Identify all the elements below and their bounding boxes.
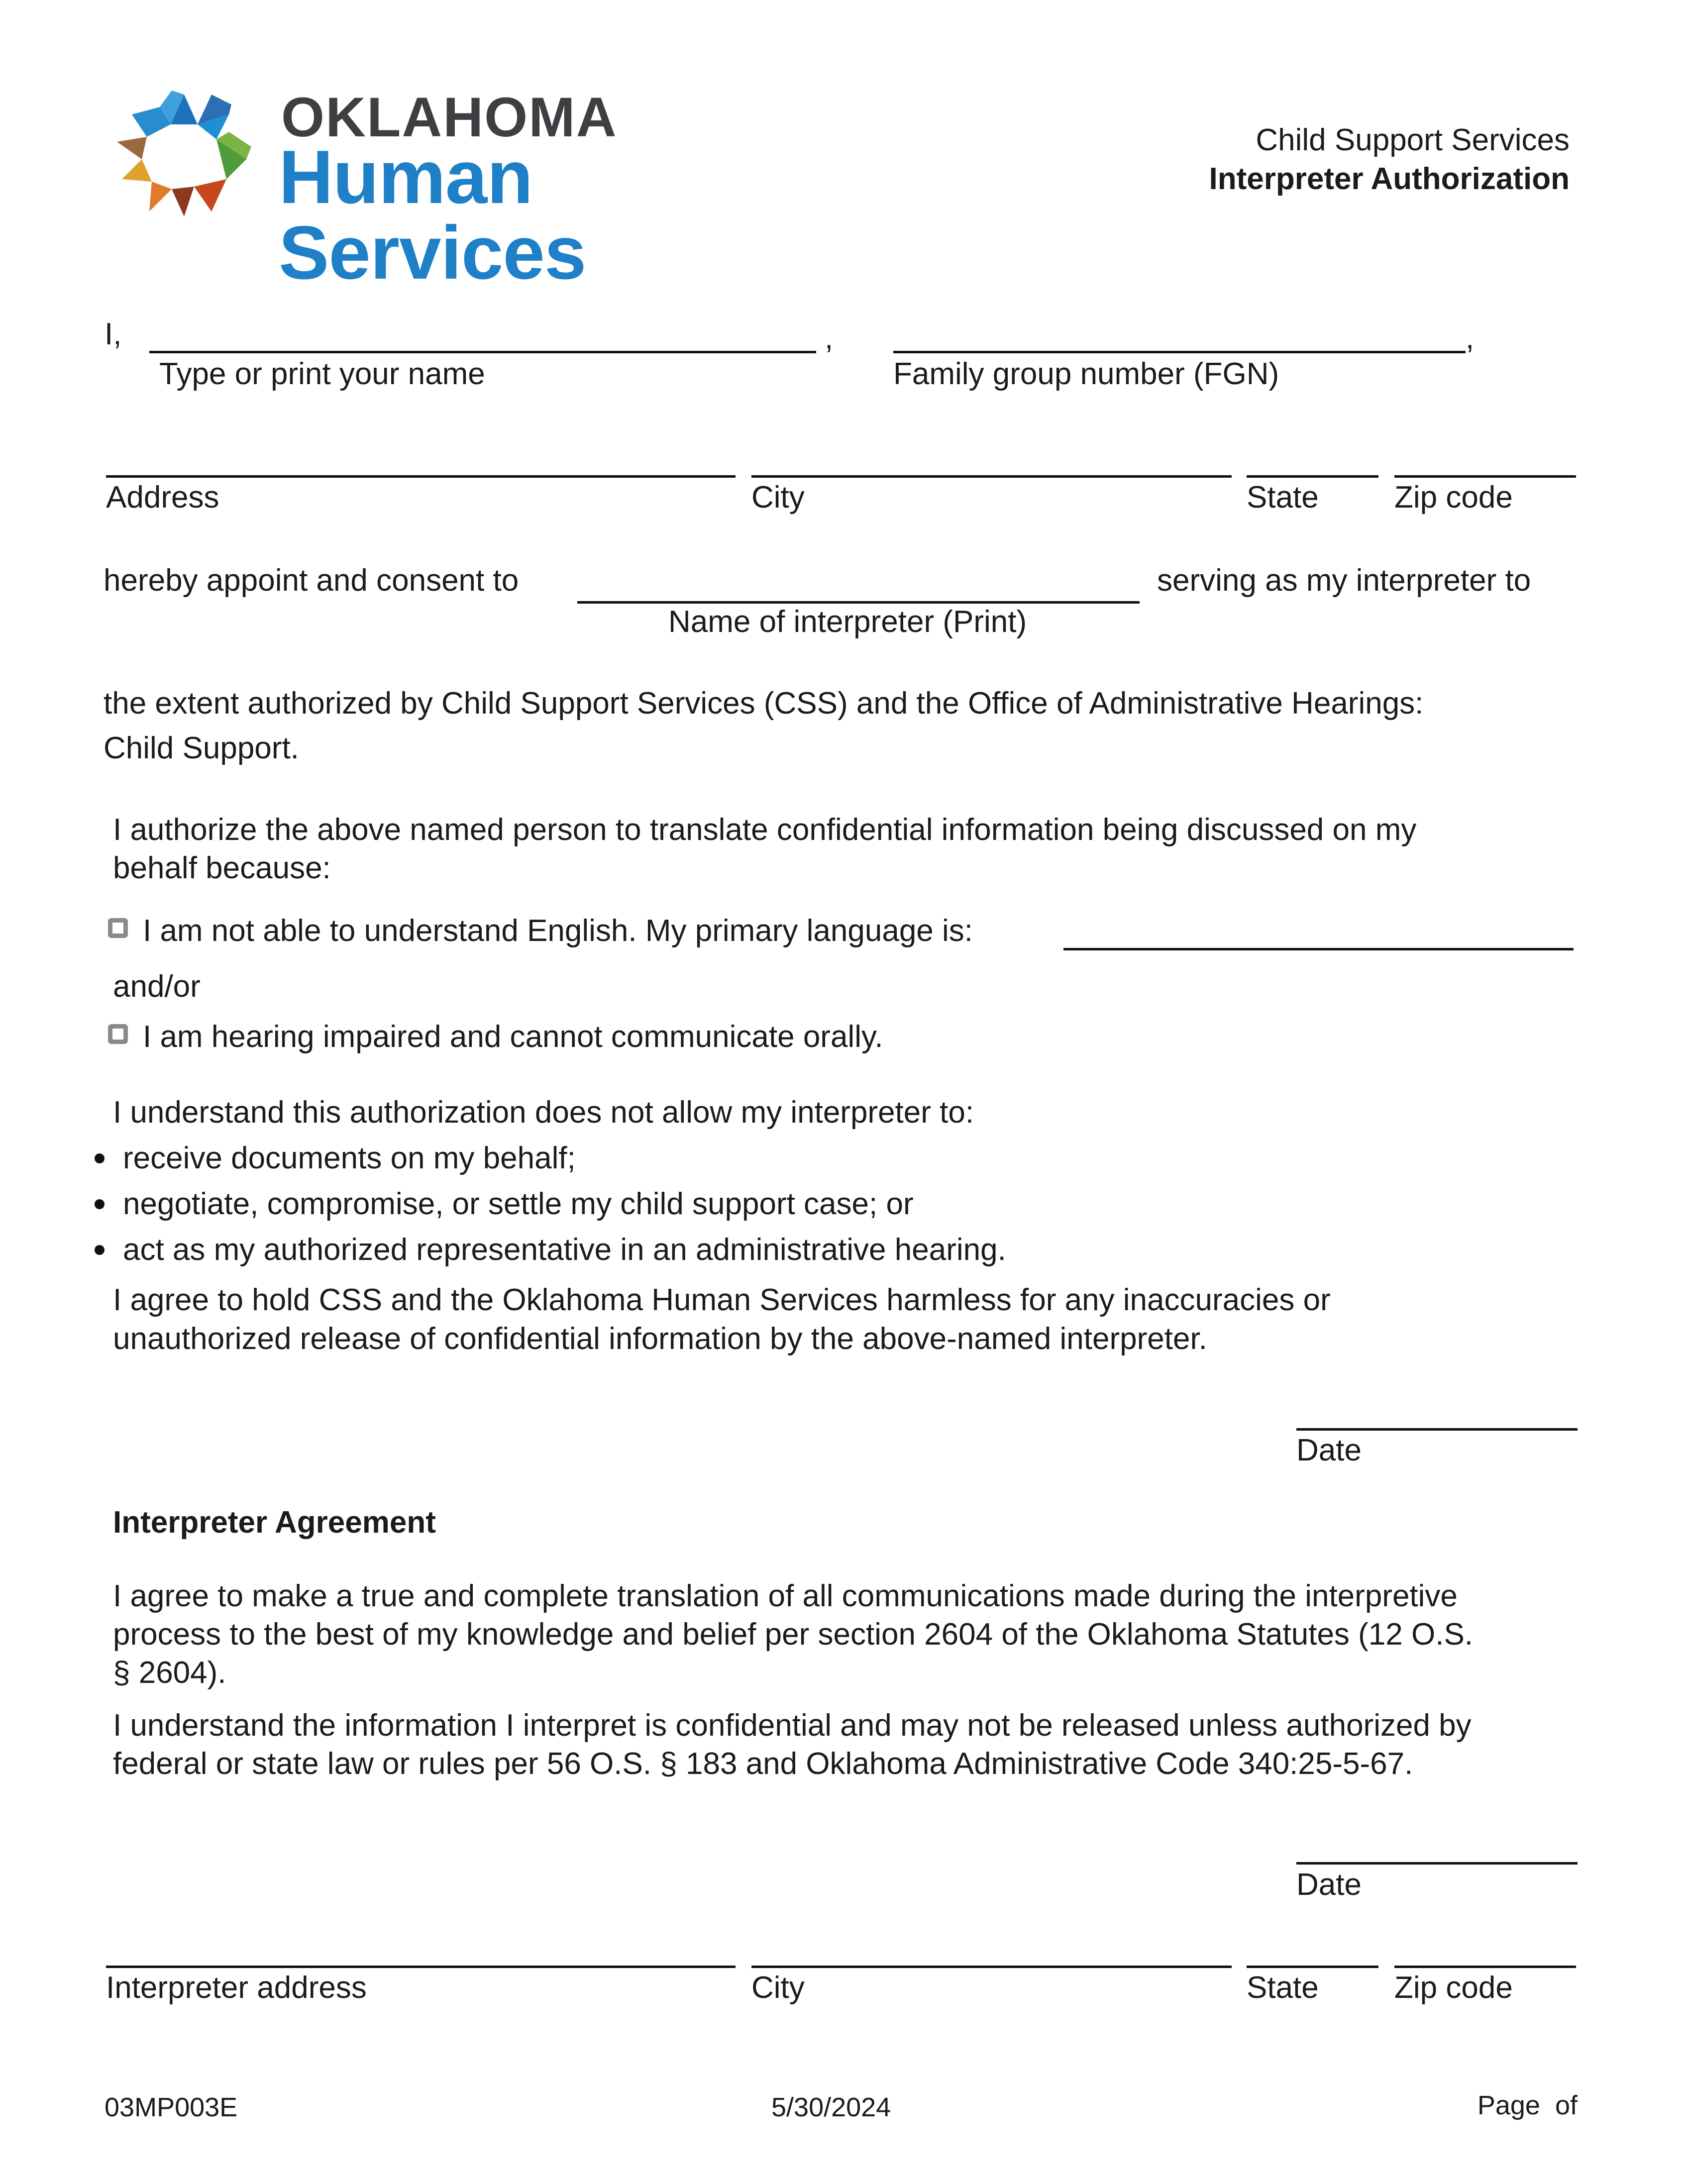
- star-logo-icon: [112, 85, 256, 229]
- interpreter-state-label: State: [1247, 1971, 1319, 2005]
- reason-text-line1: I authorize the above named person to translate confidential information being discussed on my: [113, 813, 1417, 847]
- comma-separator: ,: [1466, 321, 1475, 355]
- appoint-text: hereby appoint and consent to: [104, 563, 519, 598]
- interpreter-name-label: Name of interpreter (Print): [668, 605, 1027, 639]
- address-label: Address: [106, 480, 219, 515]
- page-number: Page of: [1477, 2090, 1578, 2120]
- zip-label: Zip code: [1394, 480, 1513, 515]
- city-field[interactable]: [751, 475, 1232, 478]
- division-title: Child Support Services: [1256, 123, 1570, 157]
- list-item: negotiate, compromise, or settle my child support case; or: [123, 1187, 914, 1221]
- reason-text-line2: behalf because:: [113, 851, 331, 885]
- agreement-heading: Interpreter Agreement: [113, 1505, 436, 1540]
- hearing-option-label: I am hearing impaired and cannot communicate orally.: [143, 1020, 883, 1054]
- fgn-field[interactable]: [893, 351, 1466, 353]
- revision-date: 5/30/2024: [771, 2092, 891, 2122]
- interpreter-city-label: City: [751, 1971, 805, 2005]
- list-item: receive documents on my behalf;: [123, 1141, 576, 1175]
- form-number: 03MP003E: [105, 2092, 238, 2122]
- agreement-para1-line2: process to the best of my knowledge and belief per section 2604 of the Oklahoma Statutes (12 O.S.: [113, 1617, 1474, 1652]
- form-title: Interpreter Authorization: [1209, 162, 1570, 196]
- andor-text: and/or: [113, 969, 201, 1004]
- logo-human-services-wordmark: Human Services: [279, 135, 586, 295]
- extent-text-line1: the extent authorized by Child Support Services (CSS) and the Office of Administrative Hearings:: [104, 686, 1424, 721]
- interpreter-zip-label: Zip code: [1394, 1971, 1513, 2005]
- agreement-para2-line2: federal or state law or rules per 56 O.S. § 183 and Oklahoma Administrative Code 340:25-5-67.: [113, 1747, 1413, 1781]
- interpreter-city-field[interactable]: [751, 1966, 1232, 1968]
- english-checkbox[interactable]: [108, 918, 128, 938]
- agreement-para2-line1: I understand the information I interpret is confidential and may not be released unless authorized by: [113, 1708, 1472, 1743]
- interpreter-date-field[interactable]: [1296, 1862, 1578, 1865]
- interpreter-date-label: Date: [1296, 1868, 1362, 1902]
- agency-logo: [112, 85, 809, 295]
- name-field[interactable]: [149, 351, 816, 353]
- city-label: City: [751, 480, 805, 515]
- interpreter-address-label: Interpreter address: [106, 1971, 367, 2005]
- bullet-icon: [95, 1153, 105, 1163]
- harmless-text-line1: I agree to hold CSS and the Oklahoma Human Services harmless for any inaccuracies or: [113, 1283, 1331, 1317]
- harmless-text-line2: unauthorized release of confidential information by the above-named interpreter.: [113, 1322, 1207, 1356]
- bullet-icon: [95, 1245, 105, 1255]
- client-date-label: Date: [1296, 1433, 1362, 1467]
- i-prefix: I,: [105, 317, 122, 351]
- agreement-para1-line1: I agree to make a true and complete translation of all communications made during the interpretive: [113, 1579, 1458, 1613]
- english-option-label: I am not able to understand English. My primary language is:: [143, 914, 973, 948]
- limits-intro: I understand this authorization does not allow my interpreter to:: [113, 1095, 974, 1130]
- hearing-checkbox[interactable]: [108, 1024, 128, 1044]
- serving-text: serving as my interpreter to: [1157, 563, 1531, 598]
- extent-text-line2: Child Support.: [104, 731, 299, 765]
- state-label: State: [1247, 480, 1319, 515]
- list-item: act as my authorized representative in an administrative hearing.: [123, 1233, 1006, 1267]
- logo-oklahoma-wordmark: OKLAHOMA: [281, 86, 618, 148]
- comma-separator: ,: [825, 321, 834, 355]
- name-field-label: Type or print your name: [159, 357, 485, 391]
- primary-language-field[interactable]: [1063, 948, 1574, 950]
- agreement-para1-line3: § 2604).: [113, 1656, 226, 1690]
- bullet-icon: [95, 1199, 105, 1209]
- fgn-field-label: Family group number (FGN): [893, 357, 1279, 391]
